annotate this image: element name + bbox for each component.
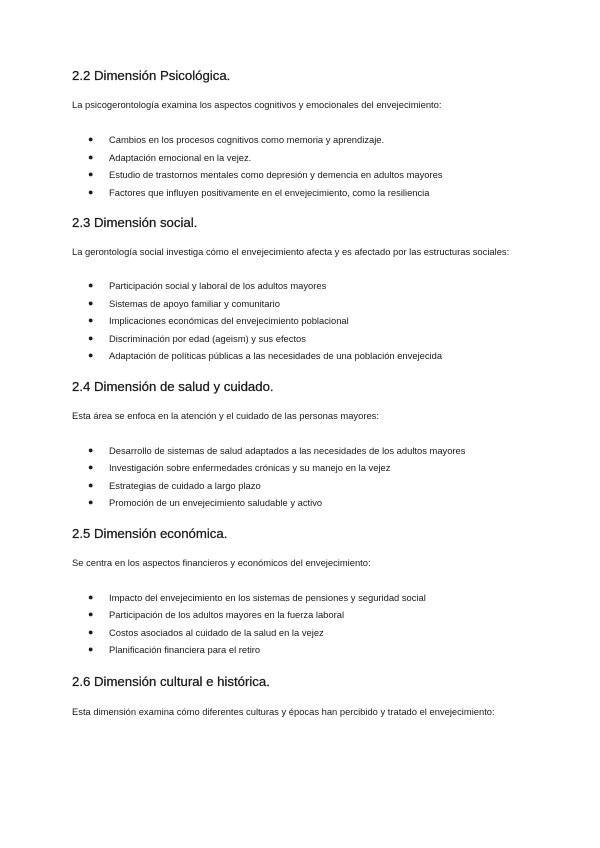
list-item [72, 494, 528, 512]
list-item-text: Sistemas de apoyo familiar y comunitario [109, 297, 280, 309]
bullet-icon: ● [88, 186, 94, 197]
bullet-list [72, 131, 528, 201]
list-item [72, 166, 528, 184]
list-item-text: Investigación sobre enfermedades crónicas y su manejo en la vejez [109, 462, 391, 473]
list-item [72, 277, 528, 295]
list-item [72, 184, 528, 202]
bullet-icon: ● [88, 591, 94, 602]
bullet-icon: ● [88, 280, 94, 290]
bullet-icon: ● [88, 462, 94, 472]
list-item [72, 131, 528, 149]
section-intro: Se centra en los aspectos financieros y económicos del envejecimiento: [72, 556, 371, 568]
list-item [72, 347, 528, 365]
section-intro: Esta área se enfoca en la atención y el cuidado de las personas mayores: [72, 409, 379, 421]
bullet-icon: ● [88, 350, 94, 360]
list-item-text: Adaptación de políticas públicas a las necesidades de una población envejecida [109, 350, 443, 361]
bullet-icon: ● [88, 297, 94, 308]
bullet-icon: ● [88, 315, 94, 325]
list-item-text: Desarrollo de sistemas de salud adaptados a las necesidades de los adultos mayores [109, 444, 466, 456]
section-2-2 [72, 66, 528, 201]
section-heading: 2.6 Dimensión cultural e histórica. [72, 673, 270, 689]
list-item [72, 589, 528, 607]
list-item [72, 149, 528, 167]
bullet-icon: ● [88, 134, 94, 144]
section-heading: 2.2 Dimensión Psicológica. [72, 68, 231, 83]
bullet-icon: ● [88, 644, 94, 654]
list-item-text: Participación de los adultos mayores en la fuerza laboral [109, 609, 345, 620]
list-item [72, 459, 528, 477]
bullet-icon: ● [88, 497, 94, 507]
section-intro: La psicogerontología examina los aspectos cognitivos y emocionales del envejecimiento: [72, 99, 442, 110]
list-item-text: Impacto del envejecimiento en los sistemas de pensiones y seguridad social [109, 591, 426, 603]
section-heading: 2.5 Dimensión económica. [72, 525, 228, 541]
list-item-text: Factores que influyen positivamente en el envejecimiento, como la resiliencia [109, 186, 430, 198]
list-item-text: Costos asociados al cuidado de la salud en la vejez [109, 626, 324, 638]
list-item [72, 330, 528, 348]
bullet-icon: ● [88, 444, 94, 455]
list-item-text: Planificación financiera para el retiro [109, 644, 261, 655]
section-heading: 2.3 Dimensión social. [72, 215, 198, 230]
bullet-icon: ● [88, 609, 94, 619]
list-item [72, 641, 528, 659]
list-item [72, 477, 528, 495]
list-item-text: Discriminación por edad (ageism) y sus efectos [109, 332, 306, 344]
bullet-icon: ● [88, 151, 94, 162]
list-item [72, 442, 528, 460]
list-item-text: Estudio de trastornos mentales como depresión y demencia en adultos mayores [109, 169, 443, 180]
section-intro: La gerontología social investiga cómo el envejecimiento afecta y es afectado por las estructuras sociales: [72, 246, 510, 257]
section-2-3 [72, 213, 528, 365]
list-item-text: Cambios en los procesos cognitivos como memoria y aprendizaje. [109, 134, 385, 145]
bullet-list [72, 589, 528, 659]
section-2-4 [72, 377, 528, 512]
list-item [72, 624, 528, 642]
list-item [72, 295, 528, 313]
list-item-text: Promoción de un envejecimiento saludable y activo [109, 497, 323, 508]
section-intro: Esta dimensión examina cómo diferentes culturas y épocas han percibido y tratado el envejecimiento: [72, 705, 495, 717]
section-2-6 [72, 672, 528, 720]
bullet-list [72, 277, 528, 365]
list-item-text: Participación social y laboral de los adultos mayores [109, 280, 327, 291]
list-item-text: Estrategias de cuidado a largo plazo [109, 479, 261, 491]
section-2-5 [72, 524, 528, 659]
list-item [72, 606, 528, 624]
bullet-icon: ● [88, 479, 94, 490]
list-item-text: Adaptación emocional en la vejez. [109, 151, 252, 163]
list-item-text: Implicaciones económicas del envejecimiento poblacional [109, 315, 349, 326]
list-item [72, 312, 528, 330]
bullet-icon: ● [88, 626, 94, 637]
bullet-list [72, 442, 528, 512]
bullet-icon: ● [88, 169, 94, 179]
bullet-icon: ● [88, 332, 94, 343]
section-heading: 2.4 Dimensión de salud y cuidado. [72, 378, 274, 394]
